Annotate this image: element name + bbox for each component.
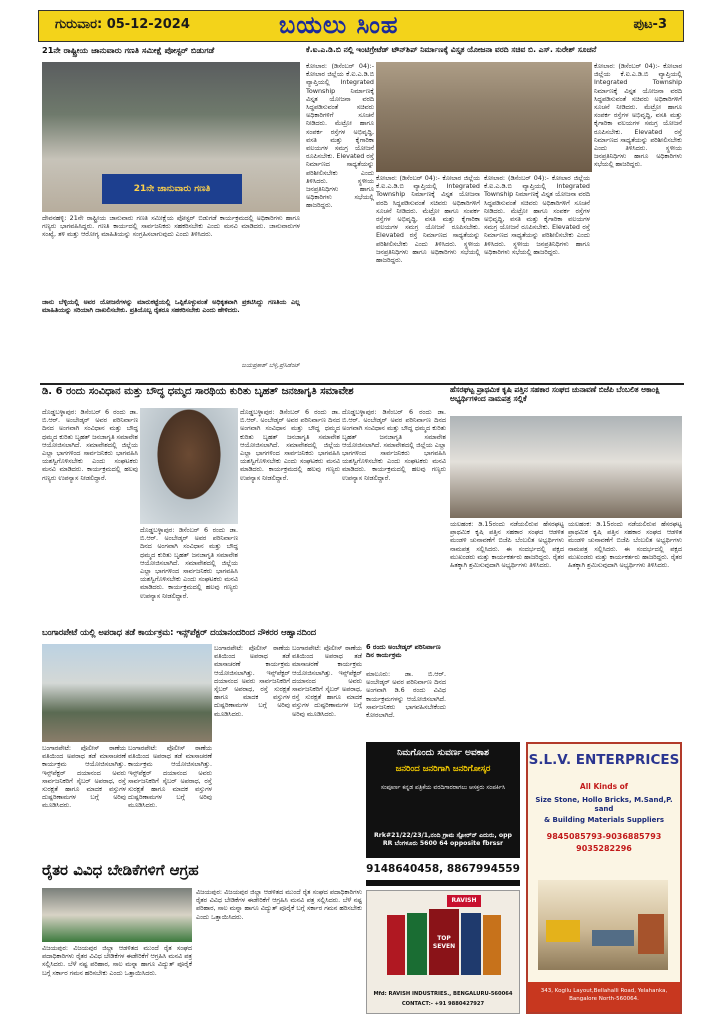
ad-slv-phone2: 9035282296 [576, 844, 632, 853]
ad-ravish-footer-mfd: Mfd: RAVISH INDUSTRIES., BENGALURU-560064 [373, 991, 513, 997]
excavator-icon [546, 920, 580, 942]
story5-photo [42, 644, 212, 742]
story1-photo [42, 62, 300, 212]
ad-slv-line3: & Building Materials Suppliers [543, 816, 665, 824]
story5-body-col2: ಬಂಗಾರಪೇಟೆ: ಪೊಲೀಸ್ ಠಾಣೆಯ ವತಿಯಿಂದ ಅಪರಾಧ ತಡೆ ಮಾಸಾಚರಣೆ ಕಾರ್ಯಕ್ರಮ ಆಯೋಜಿಸಲಾಗಿತ್ತು. ಇನ್ಸ್‌ಪೆಕ್ಟರ್ ದಯಾನಂದ ಅವರು ಸಾರ್ವಜನಿಕರಿಗೆ ಸೈಬರ್ ಅಪರಾಧ, ರಸ್ತೆ ಸುರಕ್ಷತೆ ಹಾಗೂ ಮಾದಕ ವಸ್ತುಗಳ ದುಷ್ಪರಿಣಾಮಗಳ ಬಗ್ಗೆ ಅರಿವು ಮೂಡಿಸಿದರು. [128, 744, 212, 810]
product-pack-green [407, 913, 427, 975]
story1-banner: 21ನೇ ಜಾನುವಾರು ಗಣತಿ [102, 174, 242, 204]
story4-headline: ಹೆಸರಘಟ್ಟ ಪ್ರಾಥಮಿಕ ಕೃಷಿ ಪತ್ತಿನ ಸಹಕಾರ ಸಂಘದ ಚುನಾವಣೆ ಬಿಜೆಪಿ ಬೆಂಬಲಿತ ಆಕಾಂಕ್ಷಿ ಅಭ್ಯರ್ಥಿಗಳಿಂದ ನಾಮಪತ್ರ ಸಲ್ಲಿಕೆ [450, 386, 660, 403]
ad-slv-phone1: 9845085793-9036885793 [546, 832, 662, 841]
ad-slv-address: 343, Kogilu Layout,Bellahalli Road, Yelahanka, Bangalore North-560064. [528, 982, 680, 1012]
story2-body-col2: ಕೋಲಾರ: (ಡಿಸೆಂಬರ್ 04):- ಕೋಲಾರ ಜಿಲ್ಲೆಯ ಕೆ.ಐ.ಎ.ಡಿ.ಬಿ ವ್ಯಾಪ್ತಿಯಲ್ಲಿ Integrated Township ನಿರ್ಮಾಣಕ್ಕೆ ವಿಸ್ತೃತ ಯೋಜನಾ ವರದಿ ಸಿದ್ಧಪಡಿಸುವಂತೆ ಸಚಿವರು ಅಧಿಕಾರಿಗಳಿಗೆ ಸೂಚನೆ ನೀಡಿದರು. ಮೆಟ್ರೋ ಹಾಗೂ ಸಂಪರ್ಕ ರಸ್ತೆಗಳ ಅಭಿವೃದ್ಧಿ, ವಸತಿ ಮತ್ತು ಕೈಗಾರಿಕಾ ವಲಯಗಳ ಸಮಗ್ರ ಯೋಜನೆ ರೂಪಿಸಬೇಕು. Elevated ರಸ್ತೆ ನಿರ್ಮಾಣದ ಸಾಧ್ಯತೆಯನ್ನು ಪರಿಶೀಲಿಸಬೇಕು ಎಂದು ತಿಳಿಸಿದರು. ಸ್ಥಳೀಯ ಜನಪ್ರತಿನಿಧಿಗಳು ಹಾಗೂ ಅಧಿಕಾರಿಗಳು ಸಭೆಯಲ್ಲಿ ಹಾಜರಿದ್ದರು. [376, 174, 480, 265]
story4-body-col2: ಯಲಹಂಕ: ಡಿ.15ರಂದು ನಡೆಯಲಿರುವ ಹೆಸರಘಟ್ಟ ಪ್ರಾಥಮಿಕ ಕೃಷಿ ಪತ್ತಿನ ಸಹಕಾರ ಸಂಘದ ಆಡಳಿತ ಮಂಡಳಿ ಚುನಾವಣೆಗೆ ಬಿಜೆಪಿ ಬೆಂಬಲಿತ ಅಭ್ಯರ್ಥಿಗಳು ನಾಮಪತ್ರ ಸಲ್ಲಿಸಿದರು. ಈ ಸಂದರ್ಭದಲ್ಲಿ ಪಕ್ಷದ ಮುಖಂಡರು ಮತ್ತು ಕಾರ್ಯಕರ್ತರು ಹಾಜರಿದ್ದರು. ರೈತರ ಹಿತಕ್ಕಾಗಿ ಶ್ರಮಿಸುವುದಾಗಿ ಅಭ್ಯರ್ಥಿಗಳು ತಿಳಿಸಿದರು. [568, 520, 682, 570]
story7-body-col1: ವಿಜಯಪುರ: ವಿಜಯಪುರ ಜಿಲ್ಲಾ ಆಡಳಿತದ ಮುಂದೆ ರೈತ ಸಂಘದ ಪದಾಧಿಕಾರಿಗಳು ರೈತರ ವಿವಿಧ ಬೇಡಿಕೆಗಳ ಈಡೇರಿಕೆಗೆ ಆಗ್ರಹಿಸಿ ಮನವಿ ಪತ್ರ ಸಲ್ಲಿಸಿದರು. ಬೆಳೆ ನಷ್ಟ ಪರಿಹಾರ, ಸಾಲ ಮನ್ನಾ ಹಾಗೂ ವಿದ್ಯುತ್ ಪೂರೈಕೆ ಬಗ್ಗೆ ಸರ್ಕಾರ ಗಮನ ಹರಿಸಬೇಕು ಎಂದು ಒತ್ತಾಯಿಸಿದರು. [42, 944, 192, 977]
story7-photo [42, 888, 192, 942]
ad-slv-line1: All Kinds of [579, 782, 629, 791]
story3-headline: ಡಿ. 6 ರಂದು ಸಂವಿಧಾನ ಮತ್ತು ಬೌದ್ಧ ಧಮ್ಮದ ಸಾರಥಿಯ ಕುರಿತು ಬೃಹತ್ ಜನಜಾಗೃತಿ ಸಮಾವೇಶ [42, 386, 354, 397]
ad-ravish-industries [366, 890, 520, 1014]
story5-body-col4: ಬಂಗಾರಪೇಟೆ: ಪೊಲೀಸ್ ಠಾಣೆಯ ವತಿಯಿಂದ ಅಪರಾಧ ತಡೆ ಮಾಸಾಚರಣೆ ಕಾರ್ಯಕ್ರಮ ಆಯೋಜಿಸಲಾಗಿತ್ತು. ಇನ್ಸ್‌ಪೆಕ್ಟರ್ ದಯಾನಂದ ಅವರು ಸಾರ್ವಜನಿಕರಿಗೆ ಸೈಬರ್ ಅಪರಾಧ, ರಸ್ತೆ ಸುರಕ್ಷತೆ ಹಾಗೂ ಮಾದಕ ವಸ್ತುಗಳ ದುಷ್ಪರಿಣಾಮಗಳ ಬಗ್ಗೆ ಅರಿವು ಮೂಡಿಸಿದರು. [292, 644, 362, 718]
ad-ravish-footer-contact: CONTACT:- +91 9880427927 [401, 1001, 485, 1007]
masthead-title: ಬಯಲು ಸಿಂಹ [279, 11, 399, 39]
ad-gold-address: Rrk#21/22/23/1,ನಂದಿ ಗ್ರಾಮ ಸ್ಟೋರ್‌ನ್ ಎದುರು, opp RR ಬೆಂಗಳೂರು 5600 64 opposite fbrssr [374, 832, 512, 847]
story3-portrait [140, 408, 238, 524]
story5-body-col3: ಬಂಗಾರಪೇಟೆ: ಪೊಲೀಸ್ ಠಾಣೆಯ ವತಿಯಿಂದ ಅಪರಾಧ ತಡೆ ಮಾಸಾಚರಣೆ ಕಾರ್ಯಕ್ರಮ ಆಯೋಜಿಸಲಾಗಿತ್ತು. ಇನ್ಸ್‌ಪೆಕ್ಟರ್ ದಯಾನಂದ ಅವರು ಸಾರ್ವಜನಿಕರಿಗೆ ಸೈಬರ್ ಅಪರಾಧ, ರಸ್ತೆ ಸುರಕ್ಷತೆ ಹಾಗೂ ಮಾದಕ ವಸ್ತುಗಳ ದುಷ್ಪರಿಣಾಮಗಳ ಬಗ್ಗೆ ಅರಿವು ಮೂಡಿಸಿದರು. [214, 644, 290, 718]
story3-body-col4: ದೊಡ್ಡಬಳ್ಳಾಪುರ: ಡಿಸೆಂಬರ್ 6 ರಂದು ಡಾ. ಬಿ.ಆರ್. ಅಂಬೇಡ್ಕರ್ ಅವರ ಪರಿನಿರ್ವಾಣ ದಿನದ ಅಂಗವಾಗಿ ಸಂವಿಧಾನ ಮತ್ತು ಬೌದ್ಧ ಧಮ್ಮದ ಕುರಿತು ಬೃಹತ್ ಜನಜಾಗೃತಿ ಸಮಾವೇಶ ಆಯೋಜಿಸಲಾಗಿದೆ. ಸಮಾವೇಶದಲ್ಲಿ ಜಿಲ್ಲೆಯ ಎಲ್ಲಾ ಭಾಗಗಳಿಂದ ಸಾರ್ವಜನಿಕರು ಭಾಗವಹಿಸಿ ಯಶಸ್ವಿಗೊಳಿಸಬೇಕು ಎಂದು ಸಂಘಟಕರು ಮನವಿ ಮಾಡಿದರು. ಕಾರ್ಯಕ್ರಮದಲ್ಲಿ ಹಲವು ಗಣ್ಯರು ಉಪನ್ಯಾಸ ನೀಡಲಿದ್ದಾರೆ. [342, 408, 446, 482]
divider [40, 383, 684, 385]
story1-quote: ಜಾನು ಬೆಳ್ಳಿಯಲ್ಲಿ ಅವರ ಯೋಜನೆಗಳನ್ನು ಮಾರುಕಟ್ಟೆಯಲ್ಲಿ ಒಪ್ಪಿಕೊಳ್ಳುವಂತೆ ಅಧಿಕೃತವಾಗಿ ಪ್ರಕಟಿಸಿದ್ದು ಗಣತಿಯ ಎಲ್ಲ ಮಾಹಿತಿಯನ್ನು ಸರಿಯಾಗಿ ದಾಖಲಿಸಬೇಕು. ಪ್ರತಿಯೊಬ್ಬ ರೈತರೂ ಸಹಕರಿಸಬೇಕು ಎಂದು ಹೇಳಿದರು. [42, 298, 300, 315]
masthead-date: ಗುರುವಾರ: 05-12-2024 [55, 17, 190, 32]
story3-body-col2: ದೊಡ್ಡಬಳ್ಳಾಪುರ: ಡಿಸೆಂಬರ್ 6 ರಂದು ಡಾ. ಬಿ.ಆರ್. ಅಂಬೇಡ್ಕರ್ ಅವರ ಪರಿನಿರ್ವಾಣ ದಿನದ ಅಂಗವಾಗಿ ಸಂವಿಧಾನ ಮತ್ತು ಬೌದ್ಧ ಧಮ್ಮದ ಕುರಿತು ಬೃಹತ್ ಜನಜಾಗೃತಿ ಸಮಾವೇಶ ಆಯೋಜಿಸಲಾಗಿದೆ. ಸಮಾವೇಶದಲ್ಲಿ ಜಿಲ್ಲೆಯ ಎಲ್ಲಾ ಭಾಗಗಳಿಂದ ಸಾರ್ವಜನಿಕರು ಭಾಗವಹಿಸಿ ಯಶಸ್ವಿಗೊಳಿಸಬೇಕು ಎಂದು ಸಂಘಟಕರು ಮನವಿ ಮಾಡಿದರು. ಕಾರ್ಯಕ್ರಮದಲ್ಲಿ ಹಲವು ಗಣ್ಯರು ಉಪನ್ಯಾಸ ನೀಡಲಿದ್ದಾರೆ. [140, 526, 238, 600]
ad-gold-body: ಸಂಪೂರ್ಣ ಕನ್ನಡ ಪತ್ರಿಕೆಯ ವರದಿಗಾರರಾಗಲು ಆಸಕ್ತರು ಸಂಪರ್ಕಿಸಿ [380, 784, 506, 791]
story2-body-col1: ಕೋಲಾರ: (ಡಿಸೆಂಬರ್ 04):- ಕೋಲಾರ ಜಿಲ್ಲೆಯ ಕೆ.ಐ.ಎ.ಡಿ.ಬಿ ವ್ಯಾಪ್ತಿಯಲ್ಲಿ Integrated Township ನಿರ್ಮಾಣಕ್ಕೆ ವಿಸ್ತೃತ ಯೋಜನಾ ವರದಿ ಸಿದ್ಧಪಡಿಸುವಂತೆ ಸಚಿವರು ಅಧಿಕಾರಿಗಳಿಗೆ ಸೂಚನೆ ನೀಡಿದರು. ಮೆಟ್ರೋ ಹಾಗೂ ಸಂಪರ್ಕ ರಸ್ತೆಗಳ ಅಭಿವೃದ್ಧಿ, ವಸತಿ ಮತ್ತು ಕೈಗಾರಿಕಾ ವಲಯಗಳ ಸಮಗ್ರ ಯೋಜನೆ ರೂಪಿಸಬೇಕು. Elevated ರಸ್ತೆ ನಿರ್ಮಾಣದ ಸಾಧ್ಯತೆಯನ್ನು ಪರಿಶೀಲಿಸಬೇಕು ಎಂದು ತಿಳಿಸಿದರು. ಸ್ಥಳೀಯ ಜನಪ್ರತಿನಿಧಿಗಳು ಹಾಗೂ ಅಧಿಕಾರಿಗಳು ಸಭೆಯಲ್ಲಿ ಹಾಜರಿದ್ದರು. [306, 62, 374, 210]
story2-headline: ಕೆ.ಐ.ಎ.ಡಿ.ಬಿ ನಲ್ಲಿ ಇಂಟಿಗ್ರೇಟೆಡ್ ಟೌನ್‌ಶಿಪ್ ನಿರ್ಮಾಣಕ್ಕೆ ವಿಸ್ತೃತ ಯೋಜನಾ ವರದಿ ಸಚಿವ ಬಿ. ಎಸ್. ಸುರೇಶ್ ಸೂಚನೆ [306, 46, 597, 54]
story3-body-col1: ದೊಡ್ಡಬಳ್ಳಾಪುರ: ಡಿಸೆಂಬರ್ 6 ರಂದು ಡಾ. ಬಿ.ಆರ್. ಅಂಬೇಡ್ಕರ್ ಅವರ ಪರಿನಿರ್ವಾಣ ದಿನದ ಅಂಗವಾಗಿ ಸಂವಿಧಾನ ಮತ್ತು ಬೌದ್ಧ ಧಮ್ಮದ ಕುರಿತು ಬೃಹತ್ ಜನಜಾಗೃತಿ ಸಮಾವೇಶ ಆಯೋಜಿಸಲಾಗಿದೆ. ಸಮಾವೇಶದಲ್ಲಿ ಜಿಲ್ಲೆಯ ಎಲ್ಲಾ ಭಾಗಗಳಿಂದ ಸಾರ್ವಜನಿಕರು ಭಾಗವಹಿಸಿ ಯಶಸ್ವಿಗೊಳಿಸಬೇಕು ಎಂದು ಸಂಘಟಕರು ಮನವಿ ಮಾಡಿದರು. ಕಾರ್ಯಕ್ರಮದಲ್ಲಿ ಹಲವು ಗಣ್ಯರು ಉಪನ್ಯಾಸ ನೀಡಲಿದ್ದಾರೆ. [42, 408, 138, 482]
story2-body-col3: ಕೋಲಾರ: (ಡಿಸೆಂಬರ್ 04):- ಕೋಲಾರ ಜಿಲ್ಲೆಯ ಕೆ.ಐ.ಎ.ಡಿ.ಬಿ ವ್ಯಾಪ್ತಿಯಲ್ಲಿ Integrated Township ನಿರ್ಮಾಣಕ್ಕೆ ವಿಸ್ತೃತ ಯೋಜನಾ ವರದಿ ಸಿದ್ಧಪಡಿಸುವಂತೆ ಸಚಿವರು ಅಧಿಕಾರಿಗಳಿಗೆ ಸೂಚನೆ ನೀಡಿದರು. ಮೆಟ್ರೋ ಹಾಗೂ ಸಂಪರ್ಕ ರಸ್ತೆಗಳ ಅಭಿವೃದ್ಧಿ, ವಸತಿ ಮತ್ತು ಕೈಗಾರಿಕಾ ವಲಯಗಳ ಸಮಗ್ರ ಯೋಜನೆ ರೂಪಿಸಬೇಕು. Elevated ರಸ್ತೆ ನಿರ್ಮಾಣದ ಸಾಧ್ಯತೆಯನ್ನು ಪರಿಶೀಲಿಸಬೇಕು ಎಂದು ತಿಳಿಸಿದರು. ಸ್ಥಳೀಯ ಜನಪ್ರತಿನಿಧಿಗಳು ಹಾಗೂ ಅಧಿಕಾರಿಗಳು ಸಭೆಯಲ್ಲಿ ಹಾಜರಿದ್ದರು. [484, 174, 590, 256]
story2-body-col4: ಕೋಲಾರ: (ಡಿಸೆಂಬರ್ 04):- ಕೋಲಾರ ಜಿಲ್ಲೆಯ ಕೆ.ಐ.ಎ.ಡಿ.ಬಿ ವ್ಯಾಪ್ತಿಯಲ್ಲಿ Integrated Township ನಿರ್ಮಾಣಕ್ಕೆ ವಿಸ್ತೃತ ಯೋಜನಾ ವರದಿ ಸಿದ್ಧಪಡಿಸುವಂತೆ ಸಚಿವರು ಅಧಿಕಾರಿಗಳಿಗೆ ಸೂಚನೆ ನೀಡಿದರು. ಮೆಟ್ರೋ ಹಾಗೂ ಸಂಪರ್ಕ ರಸ್ತೆಗಳ ಅಭಿವೃದ್ಧಿ, ವಸತಿ ಮತ್ತು ಕೈಗಾರಿಕಾ ವಲಯಗಳ ಸಮಗ್ರ ಯೋಜನೆ ರೂಪಿಸಬೇಕು. Elevated ರಸ್ತೆ ನಿರ್ಮಾಣದ ಸಾಧ್ಯತೆಯನ್ನು ಪರಿಶೀಲಿಸಬೇಕು ಎಂದು ತಿಳಿಸಿದರು. ಸ್ಥಳೀಯ ಜನಪ್ರತಿನಿಧಿಗಳು ಹಾಗೂ ಅಧಿಕಾರಿಗಳು ಸಭೆಯಲ್ಲಿ ಹಾಜರಿದ್ದರು. [594, 62, 682, 169]
story5-headline: ಬಂಗಾರಪೇಟೆ ಯಲ್ಲಿ ಅಪರಾಧ ತಡೆ ಕಾರ್ಯಕ್ರಮ: ಇನ್ಸ್‌ಪೆಕ್ಟರ್ ದಯಾನಂದರಿಂದ ನೌಕರರ ಆಹ್ವಾನದಿಂದ [42, 628, 316, 637]
ad-slv-enterprices [526, 742, 682, 1014]
ad-gold-subtitle: ಜನರಿಂದ ಜನರಿಗಾಗಿ ಜನರಿಗೋಸ್ಕರ [395, 764, 491, 774]
product-pack-blue [461, 913, 481, 975]
story3-body-col3: ದೊಡ್ಡಬಳ್ಳಾಪುರ: ಡಿಸೆಂಬರ್ 6 ರಂದು ಡಾ. ಬಿ.ಆರ್. ಅಂಬೇಡ್ಕರ್ ಅವರ ಪರಿನಿರ್ವಾಣ ದಿನದ ಅಂಗವಾಗಿ ಸಂವಿಧಾನ ಮತ್ತು ಬೌದ್ಧ ಧಮ್ಮದ ಕುರಿತು ಬೃಹತ್ ಜನಜಾಗೃತಿ ಸಮಾವೇಶ ಆಯೋಜಿಸಲಾಗಿದೆ. ಸಮಾವೇಶದಲ್ಲಿ ಜಿಲ್ಲೆಯ ಎಲ್ಲಾ ಭಾಗಗಳಿಂದ ಸಾರ್ವಜನಿಕರು ಭಾಗವಹಿಸಿ ಯಶಸ್ವಿಗೊಳಿಸಬೇಕು ಎಂದು ಸಂಘಟಕರು ಮನವಿ ಮಾಡಿದರು. ಕಾರ್ಯಕ್ರಮದಲ್ಲಿ ಹಲವು ಗಣ್ಯರು ಉಪನ್ಯಾಸ ನೀಡಲಿದ್ದಾರೆ. [240, 408, 340, 482]
product-pack-red [387, 915, 405, 975]
product-pack-orange [483, 915, 501, 975]
story1-body: ದೇವನಹಳ್ಳಿ: 21ನೇ ರಾಷ್ಟ್ರೀಯ ಜಾನುವಾರು ಗಣತಿ ಸಮೀಕ್ಷೆಯ ಪೋಸ್ಟರ್ ಬಿಡುಗಡೆ ಕಾರ್ಯಕ್ರಮದಲ್ಲಿ ಅಧಿಕಾರಿಗಳು ಹಾಗೂ ಗಣ್ಯರು ಭಾಗವಹಿಸಿದ್ದರು. ಗಣತಿ ಕಾರ್ಯದಲ್ಲಿ ಸಾರ್ವಜನಿಕರು ಸಹಕರಿಸಬೇಕು ಎಂದು ಮನವಿ ಮಾಡಿದರು. ಜಾನುವಾರುಗಳ ಸಂಖ್ಯೆ, ತಳಿ ಮತ್ತು ಆರೋಗ್ಯ ಮಾಹಿತಿಯನ್ನು ಸಂಗ್ರಹಿಸಲಾಗುವುದು ಎಂದು ತಿಳಿಸಿದರು. [42, 214, 300, 239]
story4-body-col1: ಯಲಹಂಕ: ಡಿ.15ರಂದು ನಡೆಯಲಿರುವ ಹೆಸರಘಟ್ಟ ಪ್ರಾಥಮಿಕ ಕೃಷಿ ಪತ್ತಿನ ಸಹಕಾರ ಸಂಘದ ಆಡಳಿತ ಮಂಡಳಿ ಚುನಾವಣೆಗೆ ಬಿಜೆಪಿ ಬೆಂಬಲಿತ ಅಭ್ಯರ್ಥಿಗಳು ನಾಮಪತ್ರ ಸಲ್ಲಿಸಿದರು. ಈ ಸಂದರ್ಭದಲ್ಲಿ ಪಕ್ಷದ ಮುಖಂಡರು ಮತ್ತು ಕಾರ್ಯಕರ್ತರು ಹಾಜರಿದ್ದರು. ರೈತರ ಹಿತಕ್ಕಾಗಿ ಶ್ರಮಿಸುವುದಾಗಿ ಅಭ್ಯರ್ಥಿಗಳು ತಿಳಿಸಿದರು. [450, 520, 564, 570]
ad-gold-opportunity [366, 742, 520, 886]
ad-ravish-product: TOP SEVEN [429, 909, 459, 975]
ad-gold-phones: 9148640458, 8867994559 [366, 858, 520, 880]
story7-body-col2: ವಿಜಯಪುರ: ವಿಜಯಪುರ ಜಿಲ್ಲಾ ಆಡಳಿತದ ಮುಂದೆ ರೈತ ಸಂಘದ ಪದಾಧಿಕಾರಿಗಳು ರೈತರ ವಿವಿಧ ಬೇಡಿಕೆಗಳ ಈಡೇರಿಕೆಗೆ ಆಗ್ರಹಿಸಿ ಮನವಿ ಪತ್ರ ಸಲ್ಲಿಸಿದರು. ಬೆಳೆ ನಷ್ಟ ಪರಿಹಾರ, ಸಾಲ ಮನ್ನಾ ಹಾಗೂ ವಿದ್ಯುತ್ ಪೂರೈಕೆ ಬಗ್ಗೆ ಸರ್ಕಾರ ಗಮನ ಹರಿಸಬೇಕು ಎಂದು ಒತ್ತಾಯಿಸಿದರು. [196, 888, 362, 921]
ad-slv-name: S.L.V. ENTERPRICES [528, 752, 680, 768]
ad-ravish-brand: RAVISH [447, 895, 481, 907]
story7-headline: ರೈತರ ವಿವಿಧ ಬೇಡಿಕೆಗಳಿಗೆ ಆಗ್ರಹ [42, 862, 199, 879]
truck-icon [592, 930, 634, 946]
ad-gold-title: ನಿಮಗೊಂದು ಸುವರ್ಣ ಅವಕಾಶ [397, 748, 489, 758]
story4-photo [450, 416, 682, 518]
story6-body: ಮಾಲೂರು: ಡಾ. ಬಿ.ಆರ್. ಅಂಬೇಡ್ಕರ್ ಅವರ ಪರಿನಿರ್ವಾಣ ದಿನದ ಅಂಗವಾಗಿ ಡಿ.6 ರಂದು ವಿವಿಧ ಕಾರ್ಯಕ್ರಮಗಳನ್ನು ಆಯೋಜಿಸಲಾಗಿದೆ. ಸಾರ್ವಜನಿಕರು ಭಾಗವಹಿಸಬೇಕೆಂದು ಕೋರಲಾಗಿದೆ. [366, 670, 446, 720]
masthead [38, 10, 684, 42]
masthead-page-number: ಪುಟ-3 [633, 17, 667, 32]
bricks-icon [638, 914, 664, 954]
story1-quote-source: ಜಯಪ್ರಕಾಶ್ ಬೆಳ್ಳಿ,ಪ್ರೆಸಿಡೆಂಟ್ [241, 362, 300, 369]
story6-headline: 6 ರಂದು ಅಂಬೇಡ್ಕರ್ ಪರಿನಿರ್ವಾಣ ದಿನ ಕಾರ್ಯಕ್ರಮ [366, 644, 441, 659]
story1-headline: 21ನೇ ರಾಷ್ಟ್ರೀಯ ಜಾನುವಾರು ಗಣತಿ ಸಮೀಕ್ಷೆ ಪೋಸ್ಟರ್ ಬಿಡುಗಡೆ [42, 46, 215, 55]
story2-photo [376, 62, 592, 172]
story5-body-col1: ಬಂಗಾರಪೇಟೆ: ಪೊಲೀಸ್ ಠಾಣೆಯ ವತಿಯಿಂದ ಅಪರಾಧ ತಡೆ ಮಾಸಾಚರಣೆ ಕಾರ್ಯಕ್ರಮ ಆಯೋಜಿಸಲಾಗಿತ್ತು. ಇನ್ಸ್‌ಪೆಕ್ಟರ್ ದಯಾನಂದ ಅವರು ಸಾರ್ವಜನಿಕರಿಗೆ ಸೈಬರ್ ಅಪರಾಧ, ರಸ್ತೆ ಸುರಕ್ಷತೆ ಹಾಗೂ ಮಾದಕ ವಸ್ತುಗಳ ದುಷ್ಪರಿಣಾಮಗಳ ಬಗ್ಗೆ ಅರಿವು ಮೂಡಿಸಿದರು. [42, 744, 126, 810]
ad-slv-line2: Size Stone, Hollo Bricks, M.Sand,P. sand [535, 796, 673, 813]
